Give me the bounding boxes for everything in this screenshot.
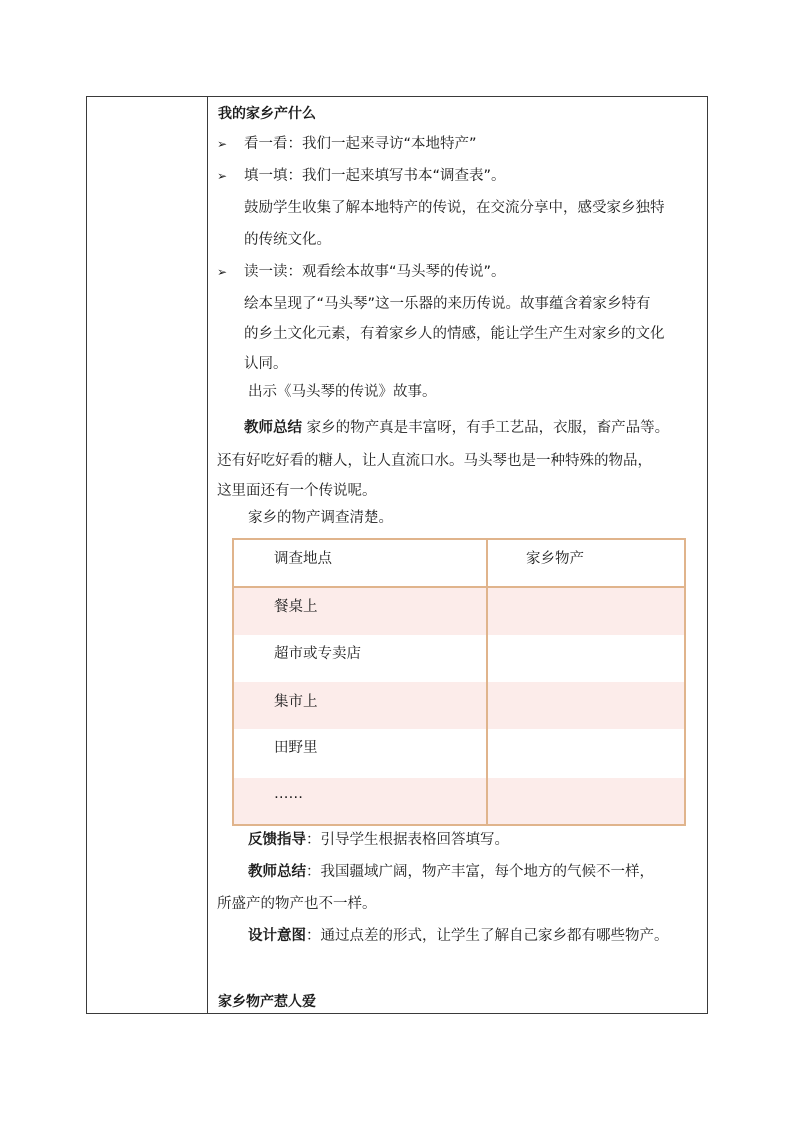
header-rule xyxy=(234,586,684,588)
feedback-line xyxy=(248,831,509,849)
summary1-line1 xyxy=(244,419,669,437)
summary1-text: 家乡的物产真是丰富呀，有手工艺品，衣服，畜产品等。 xyxy=(302,420,670,436)
bullet-icon: ➢ xyxy=(217,137,228,151)
summary1-label: 教师总结 xyxy=(244,420,302,436)
summary2-line: 所盛产的物产也不一样。 xyxy=(217,896,377,912)
table-row: 超市或专卖店 xyxy=(274,646,361,662)
bullet-icon: ➢ xyxy=(217,169,228,183)
table-row: …… xyxy=(274,786,303,802)
item-look xyxy=(244,135,477,153)
design-label: 设计意图 xyxy=(248,928,306,944)
column-rule xyxy=(486,540,488,824)
header-products: 家乡物产 xyxy=(526,551,584,567)
para1-line: 鼓励学生收集了解本地特产的传说，在交流分享中，感受家乡独特 xyxy=(244,200,665,216)
item-fill-label: 填一填： xyxy=(244,168,302,184)
design-line xyxy=(248,927,669,945)
item-read-text: 观看绘本故事“马头琴的传说”。 xyxy=(302,264,506,280)
section1-title: 我的家乡产什么 xyxy=(218,106,316,122)
lesson-table xyxy=(86,96,708,1014)
para3: 出示《马头琴的传说》故事。 xyxy=(248,384,437,400)
design-text: ：通过点差的形式，让学生了解自己家乡都有哪些物产。 xyxy=(306,928,669,944)
item-fill-text: 我们一起来填写书本“调查表”。 xyxy=(302,168,506,184)
lesson-content xyxy=(208,97,707,1013)
para2-line: 绘本呈现了“马头琴”这一乐器的来历传说。故事蕴含着家乡特有 xyxy=(244,296,651,312)
summary1-line: 这里面还有一个传说呢。 xyxy=(217,483,377,499)
para2-line: 认同。 xyxy=(244,356,288,372)
bullet-icon: ➢ xyxy=(217,265,228,279)
item-look-label: 看一看： xyxy=(244,136,302,152)
table-row: 餐桌上 xyxy=(274,599,318,615)
section2-title: 家乡物产惹人爱 xyxy=(218,994,316,1010)
table-row: 集市上 xyxy=(274,694,318,710)
para4: 家乡的物产调查清楚。 xyxy=(248,510,393,526)
summary2-label: 教师总结 xyxy=(248,864,306,880)
summary2-text: ：我国疆域广阔，物产丰富，每个地方的气候不一样， xyxy=(306,864,654,880)
feedback-label: 反馈指导 xyxy=(248,832,306,848)
summary1-line: 还有好吃好看的糖人，让人直流口水。马头琴也是一种特殊的物品， xyxy=(217,453,652,469)
feedback-text: ：引导学生根据表格回答填写。 xyxy=(306,832,509,848)
survey-table xyxy=(232,538,686,826)
para2-line: 的乡土文化元素，有着家乡人的情感，能让学生产生对家乡的文化 xyxy=(244,326,665,342)
header-location: 调查地点 xyxy=(274,551,332,567)
item-fill xyxy=(244,167,506,185)
summary2-line1 xyxy=(248,863,654,881)
table-row: 田野里 xyxy=(274,740,318,756)
item-look-text: 我们一起来寻访“本地特产” xyxy=(302,136,477,152)
item-read-label: 读一读： xyxy=(244,264,302,280)
para1-line: 的传统文化。 xyxy=(244,232,331,248)
item-read xyxy=(244,263,506,281)
